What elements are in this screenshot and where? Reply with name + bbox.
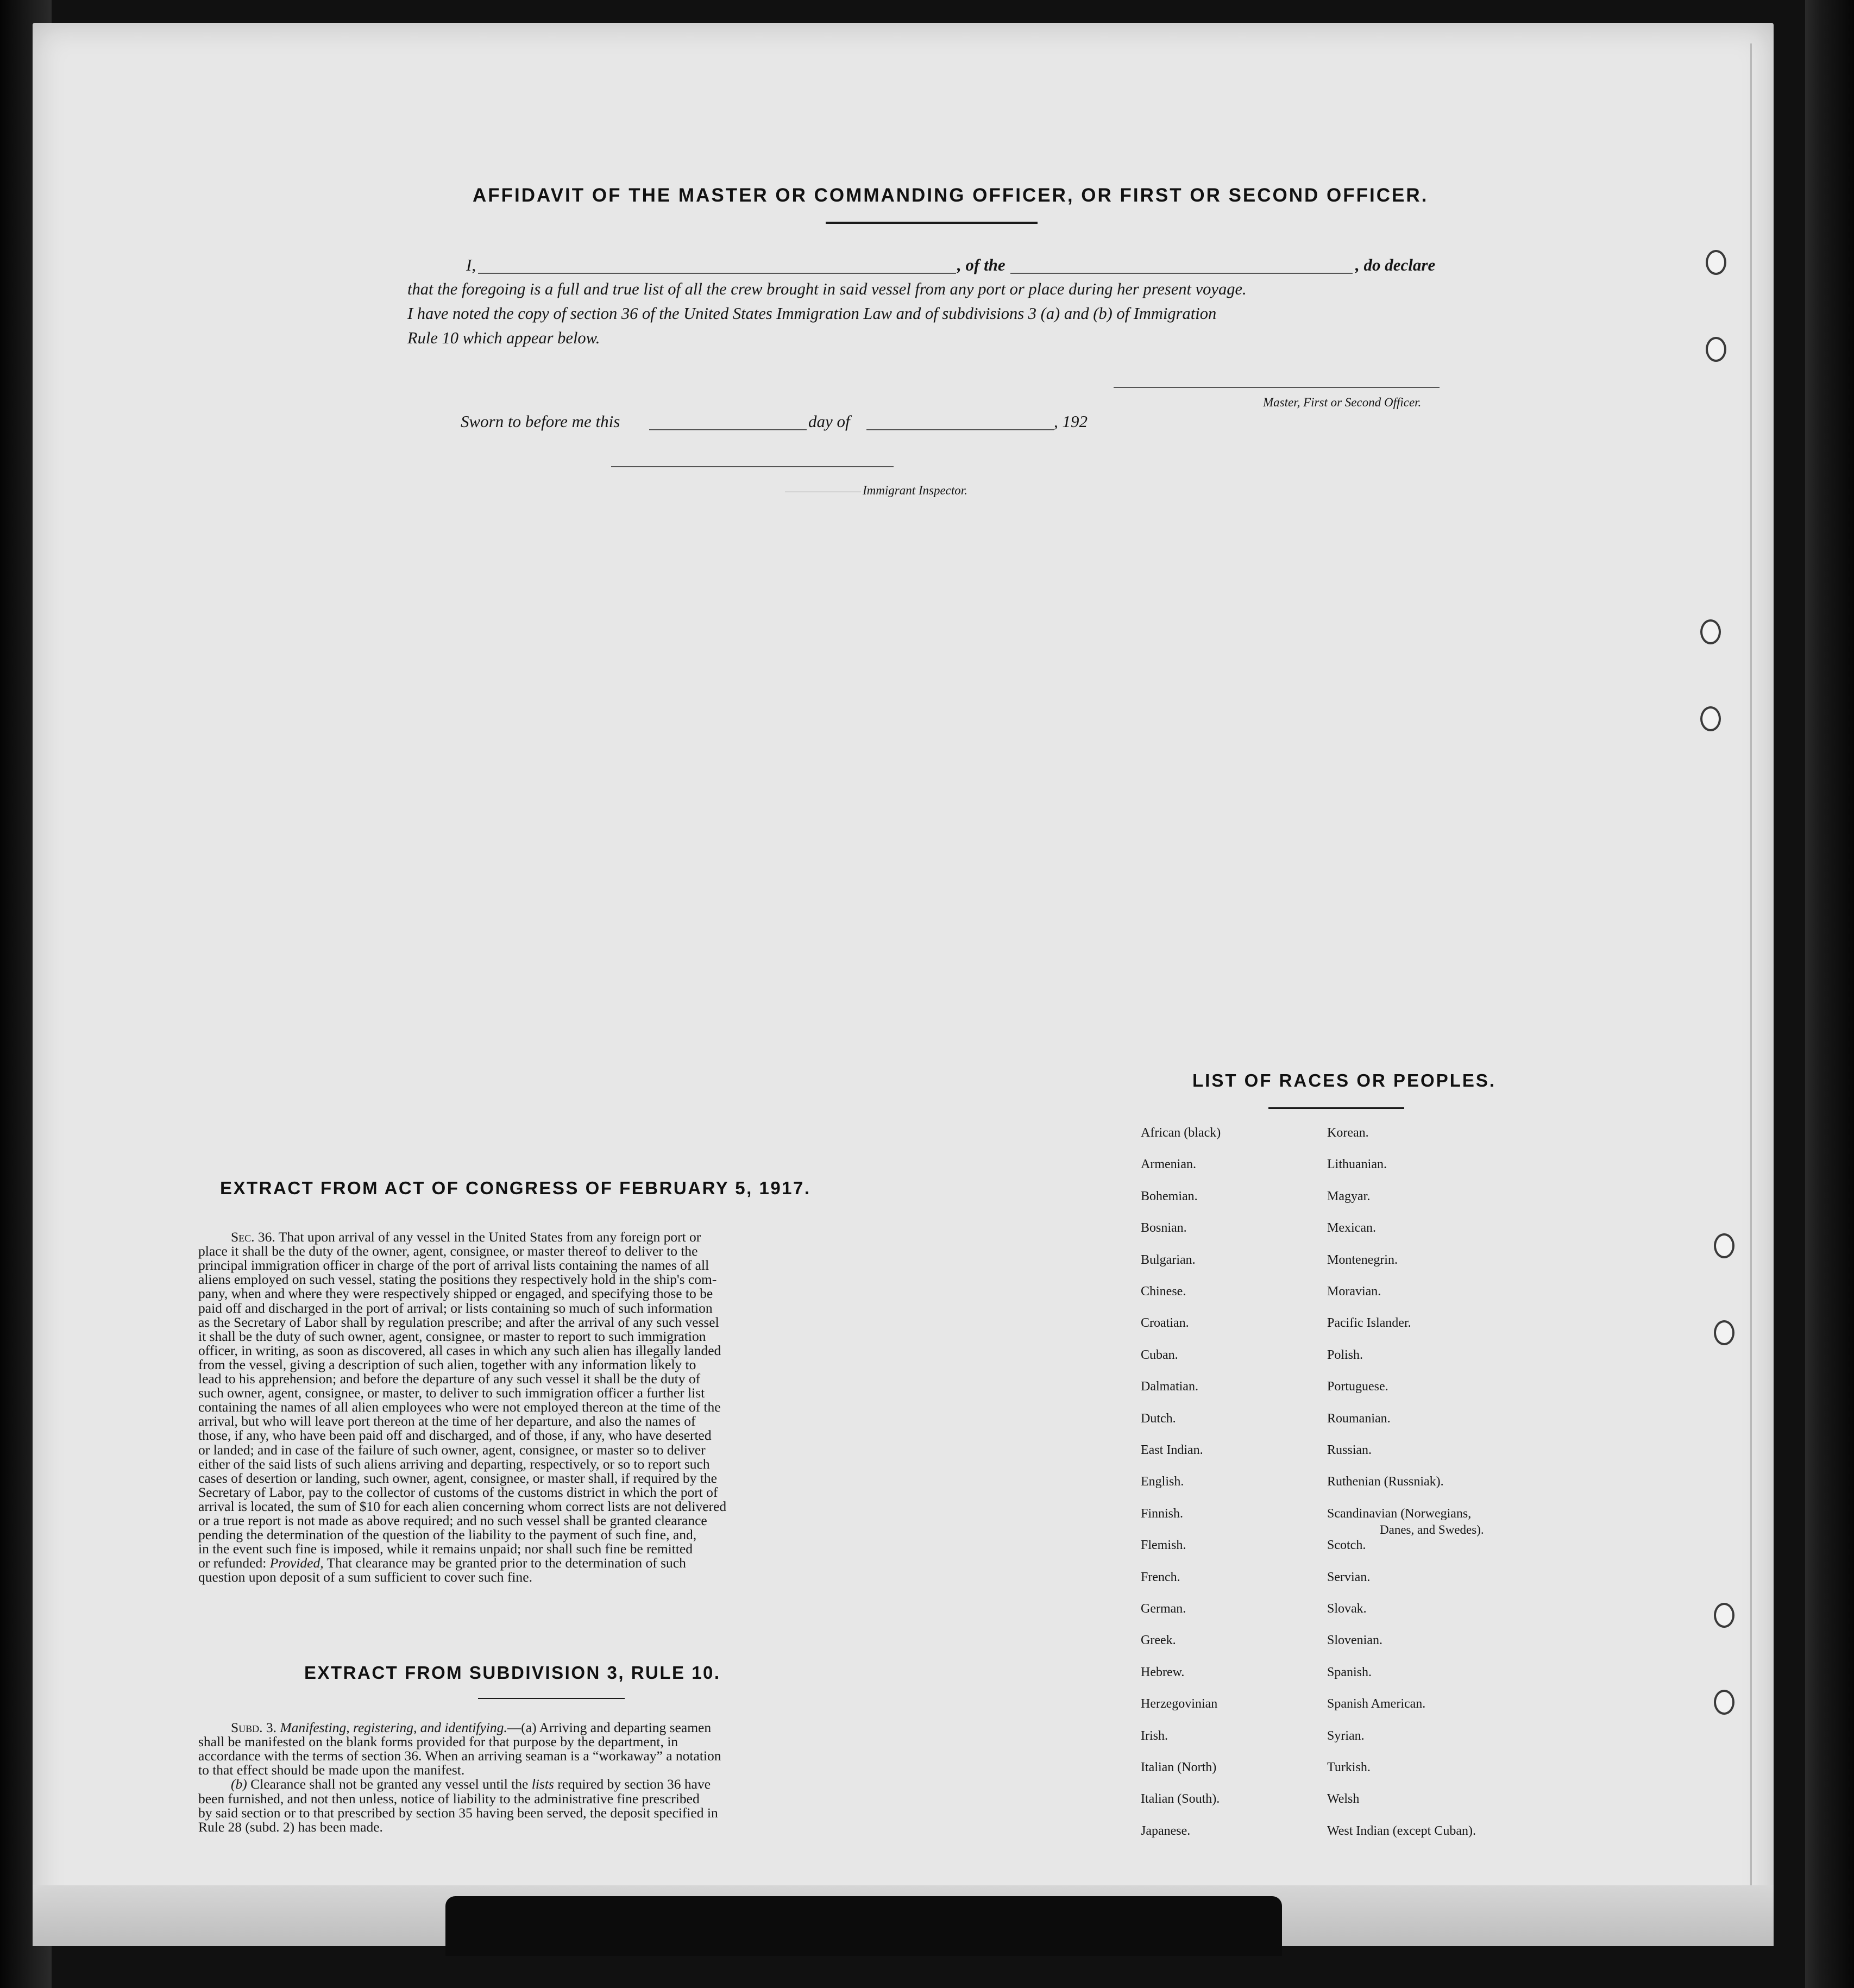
rule-extract-title: EXTRACT FROM SUBDIVISION 3, RULE 10. — [304, 1663, 721, 1683]
binder-hole-icon — [1706, 337, 1726, 362]
act-line: it shall be the duty of such owner, agent, consignee, or master to report to such immigration — [198, 1328, 706, 1344]
act-line: paid off and discharged in the port of arrival; or lists containing so much of such information — [198, 1300, 713, 1316]
race-item: Lithuanian. — [1327, 1157, 1387, 1172]
race-item: Greek. — [1141, 1633, 1176, 1648]
act-line: officer, in writing, as soon as discovered, all cases in which any such alien has illegally landed — [198, 1342, 721, 1358]
race-item: German. — [1141, 1602, 1186, 1616]
race-item: Pacific Islander. — [1327, 1316, 1411, 1331]
race-item: Montenegrin. — [1327, 1252, 1398, 1267]
act-line: cases of desertion or landing, such owner, agent, consignee, or master shall, if required by the — [198, 1470, 717, 1486]
race-item: Italian (South). — [1141, 1792, 1220, 1807]
b-label: (b) — [231, 1776, 247, 1792]
declaration-line: I have noted the copy of section 36 of the United States Immigration Law and of subdivisions 3 (a) and (b) of Immigration — [407, 304, 1217, 323]
act-line: arrival, but who will leave port thereon at the time of her departure, and also the names of — [198, 1413, 696, 1429]
binder-hole-icon — [1714, 1690, 1734, 1715]
race-item: Spanish. — [1327, 1665, 1372, 1679]
binder-tab — [445, 1896, 1282, 1956]
rule-line-text: Arriving and departing seamen — [536, 1720, 712, 1735]
race-item: Polish. — [1327, 1347, 1363, 1362]
act-line: pending the determination of the question of the liability to the payment of such fine, and, — [198, 1527, 697, 1543]
race-item: English. — [1141, 1475, 1184, 1489]
race-item: Dutch. — [1141, 1411, 1176, 1426]
act-line: question upon deposit of a sum sufficient to cover such fine. — [198, 1569, 532, 1585]
race-item: Spanish American. — [1327, 1697, 1426, 1711]
race-item: Syrian. — [1327, 1728, 1365, 1743]
act-line: aliens employed on such vessel, stating the positions they respectively hold in the ship's com- — [198, 1271, 717, 1288]
act-line: those, if any, who have been paid off and discharged, and of those, if any, who have deserted — [198, 1427, 712, 1444]
race-item: Welsh — [1327, 1792, 1360, 1807]
vessel-of-label: , of the — [957, 255, 1005, 274]
race-item: Turkish. — [1327, 1760, 1371, 1774]
act-line: Secretary of Labor, pay to the collector of customs of the customs district in which the port of — [198, 1484, 718, 1500]
rule-line: by said section or to that prescribed by section 35 having been served, the deposit specified in — [198, 1804, 718, 1821]
race-item: Armenian. — [1141, 1157, 1196, 1172]
master-signature-field[interactable] — [1114, 387, 1440, 388]
race-item: Irish. — [1141, 1728, 1168, 1743]
subd-heading: Manifesting, registering, and identifying. — [280, 1720, 507, 1735]
race-item: Herzegovinian — [1141, 1697, 1218, 1711]
rule-line: to that effect should be made upon the manifest. — [198, 1762, 465, 1778]
race-item: Roumanian. — [1327, 1411, 1391, 1426]
rule-line-text: Clearance shall not be granted any vessel until the — [247, 1776, 532, 1792]
rule-line: shall be manifested on the blank forms provided for that purpose by the department, in — [198, 1734, 678, 1750]
race-item: Bosnian. — [1141, 1221, 1187, 1236]
race-item: Flemish. — [1141, 1538, 1186, 1553]
page-edge — [1750, 43, 1752, 1912]
binder-hole-icon — [1714, 1603, 1734, 1628]
affidavit-title: AFFIDAVIT OF THE MASTER OR COMMANDING OFFICER, OR FIRST OR SECOND OFFICER. — [473, 185, 1429, 206]
rule-line: been furnished, and not then unless, notice of liability to the administrative fine prescribed — [198, 1790, 700, 1807]
race-item: Magyar. — [1327, 1189, 1371, 1203]
inspector-signature-field[interactable] — [611, 466, 894, 467]
rule-extract-title-rule — [478, 1698, 625, 1699]
race-item: Ruthenian (Russniak). — [1327, 1475, 1444, 1489]
binder-hole-icon — [1706, 250, 1726, 275]
race-item: Portuguese. — [1327, 1379, 1388, 1394]
act-line: as the Secretary of Labor shall by regulation prescribe; and after the arrival of any such vessel — [198, 1314, 719, 1330]
sworn-day-field[interactable] — [649, 429, 807, 430]
do-declare-label: , do declare — [1355, 255, 1436, 274]
scan-border-right — [1805, 0, 1854, 1988]
act-extract-title: EXTRACT FROM ACT OF CONGRESS OF FEBRUARY 5, 1917. — [220, 1178, 811, 1198]
act-line: or a true report is not made as above required; and no such vessel shall be granted clearance — [198, 1513, 707, 1528]
race-item: Cuban. — [1141, 1347, 1178, 1362]
act-line-text: That clearance may be granted prior to the determination of such — [323, 1555, 686, 1571]
race-item: Finnish. — [1141, 1506, 1184, 1521]
race-item: Dalmatian. — [1141, 1379, 1198, 1394]
race-item: East Indian. — [1141, 1443, 1203, 1457]
year-label: , 192 — [1054, 412, 1088, 431]
declaration-line: Rule 10 which appear below. — [407, 329, 600, 347]
race-item: Korean. — [1327, 1126, 1369, 1140]
subd-label: Subd. 3. — [231, 1720, 277, 1735]
race-item: Scotch. — [1327, 1538, 1366, 1553]
declarant-label: I, — [466, 255, 476, 274]
race-item: Hebrew. — [1141, 1665, 1185, 1679]
race-item: Russian. — [1327, 1443, 1372, 1457]
race-item: Italian (North) — [1141, 1760, 1217, 1774]
race-item: Chinese. — [1141, 1284, 1186, 1299]
race-item: Mexican. — [1327, 1221, 1376, 1236]
act-line: either of the said lists of such aliens arriving and departing, respectively, or so to report such — [198, 1456, 710, 1472]
races-title-rule — [1268, 1107, 1404, 1109]
sworn-label: Sworn to before me this — [461, 412, 620, 431]
provided-word: Provided, — [269, 1555, 324, 1571]
declaration-line: that the foregoing is a full and true list of all the crew brought in said vessel from any port or place during her present voyage. — [407, 280, 1247, 298]
day-of-label: day of — [808, 412, 850, 431]
subd-a: —(a) — [507, 1720, 537, 1735]
act-line-text: That upon arrival of any vessel in the United States from any foreign port or — [275, 1229, 701, 1245]
act-line: from the vessel, giving a description of such alien, together with any information likely to — [198, 1356, 696, 1372]
race-item: Croatian. — [1141, 1316, 1189, 1331]
rule-line: accordance with the terms of section 36. When an arriving seaman is a “workaway” a notation — [198, 1748, 721, 1764]
sworn-month-field[interactable] — [866, 429, 1054, 430]
rule-line-text: required by section 36 have — [554, 1776, 711, 1792]
act-line: or landed; and in case of the failure of such owner, agent, consignee, or master so to deliver — [198, 1441, 706, 1458]
inspector-label: Immigrant Inspector. — [863, 484, 967, 497]
race-item-continuation: Danes, and Swedes). — [1380, 1523, 1484, 1537]
binder-hole-icon — [1714, 1233, 1734, 1258]
race-item: Slovak. — [1327, 1602, 1367, 1616]
races-title: LIST OF RACES OR PEOPLES. — [1192, 1070, 1497, 1090]
act-line: place it shall be the duty of the owner, agent, consignee, or master thereof to deliver to the — [198, 1243, 698, 1259]
binder-hole-icon — [1700, 619, 1721, 644]
race-item: Bulgarian. — [1141, 1252, 1196, 1267]
race-item: African (black) — [1141, 1126, 1221, 1140]
binder-hole-icon — [1714, 1320, 1734, 1345]
section-label: Sec. 36. — [231, 1229, 275, 1245]
declarant-name-field[interactable] — [478, 273, 956, 274]
race-item: French. — [1141, 1570, 1180, 1584]
vessel-name-field[interactable] — [1010, 273, 1353, 274]
race-item: Slovenian. — [1327, 1633, 1382, 1648]
act-line: principal immigration officer in charge of the port of arrival lists containing the names of all — [198, 1257, 709, 1274]
race-item: Japanese. — [1141, 1823, 1191, 1838]
race-item: Scandinavian (Norwegians, — [1327, 1506, 1472, 1521]
act-line: lead to his apprehension; and before the departure of any such vessel it shall be the duty of — [198, 1371, 701, 1387]
race-item: Moravian. — [1327, 1284, 1381, 1299]
act-line: pany, when and where they were respectively shipped or engaged, and specifying those to be — [198, 1285, 713, 1302]
act-line: arrival is located, the sum of $10 for each alien concerning whom correct lists are not delivered — [198, 1498, 727, 1514]
act-line: such owner, agent, consignee, or master, to deliver to such immigration officer a further list — [198, 1385, 705, 1401]
act-line: containing the names of all alien employees who were not employed thereon at the time of the — [198, 1399, 721, 1415]
rule-line: Rule 28 (subd. 2) has been made. — [198, 1818, 383, 1835]
master-signature-label: Master, First or Second Officer. — [1263, 396, 1422, 409]
act-line-text: or refunded: — [198, 1555, 270, 1571]
race-item: West Indian (except Cuban). — [1327, 1823, 1476, 1838]
act-line: in the event such fine is imposed, while it remains unpaid; nor shall such fine be remitted — [198, 1541, 693, 1557]
affidavit-title-rule — [826, 222, 1038, 224]
race-item: Servian. — [1327, 1570, 1371, 1584]
lists-word: lists — [531, 1776, 554, 1792]
race-item: Bohemian. — [1141, 1189, 1198, 1203]
binder-hole-icon — [1700, 706, 1721, 731]
